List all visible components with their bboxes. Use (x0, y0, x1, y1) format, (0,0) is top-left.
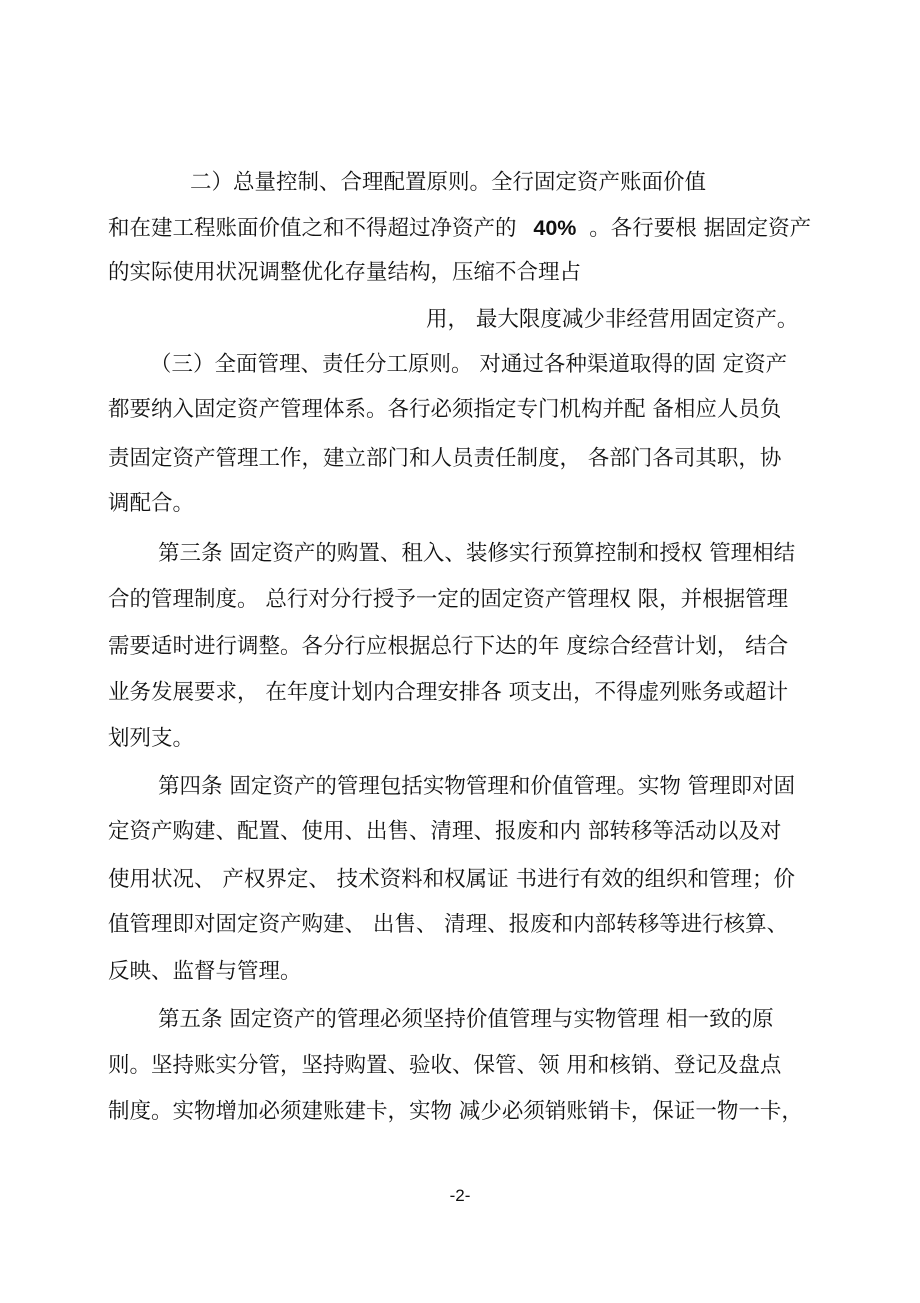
text-line (108, 208, 814, 248)
text-line: 定资产购建、配置、使用、出售、清理、报废和内 部转移等活动以及对 (108, 819, 782, 844)
text-line: 值管理即对固定资产购建、 出售、 清理、报废和内部转移等进行核算、 (108, 912, 789, 937)
text-line: 用， 最大限度减少非经营用固定资产。 (426, 307, 799, 332)
text-line: 调配合。 (108, 491, 195, 516)
text-line: 划列支。 (108, 726, 195, 751)
text-line: 都要纳入固定资产管理体系。各行必须指定专门机构并配 备相应人员负 (108, 397, 782, 422)
text-line: 责固定资产管理工作，建立部门和人员责任制度， 各部门各司其职，协 (108, 446, 782, 471)
text-line: 第五条 固定资产的管理必须坚持价值管理与实物管理 相一致的原 (158, 1007, 774, 1032)
percentage-value: 40% (533, 216, 577, 240)
text-line: 需要适时进行调整。各分行应根据总行下达的年 度综合经营计划， 结合 (108, 634, 789, 659)
text-line: 反映、监督与管理。 (108, 959, 302, 984)
text-line: 业务发展要求， 在年度计划内合理安排各 项支出，不得虚列账务或超计 (108, 680, 789, 705)
text-line: （三）全面管理、责任分工原则。 对通过各种渠道取得的固 定资产 (150, 352, 788, 377)
text-line: 制度。实物增加必须建账建卡，实物 减少必须销账销卡，保证一物一卡， (108, 1099, 803, 1124)
text-line: 的实际使用状况调整优化存量结构，压缩不合理占 (108, 260, 582, 285)
text-line: 使用状况、 产权界定、 技术资料和权属证 书进行有效的组织和管理；价 (108, 867, 796, 892)
text-line: 二）总量控制、合理配置原则。全行固定资产账面价值 (190, 170, 707, 195)
text-segment: 和在建工程账面价值之和不得超过净资产的 (108, 216, 517, 241)
page-number: -2- (449, 1186, 471, 1205)
text-line: 则。坚持账实分管，坚持购置、验收、保管、领 用和核销、登记及盘点 (108, 1053, 782, 1078)
text-line: 第四条 固定资产的管理包括实物管理和价值管理。实物 管理即对固 (158, 774, 796, 799)
text-line: 合的管理制度。 总行对分行授予一定的固定资产管理权 限，并根据管理 (108, 587, 789, 612)
text-line: 第三条 固定资产的购置、租入、装修实行预算控制和授权 管理相结 (158, 541, 796, 566)
text-segment: 。各行要根 据固定资产 (589, 216, 812, 241)
